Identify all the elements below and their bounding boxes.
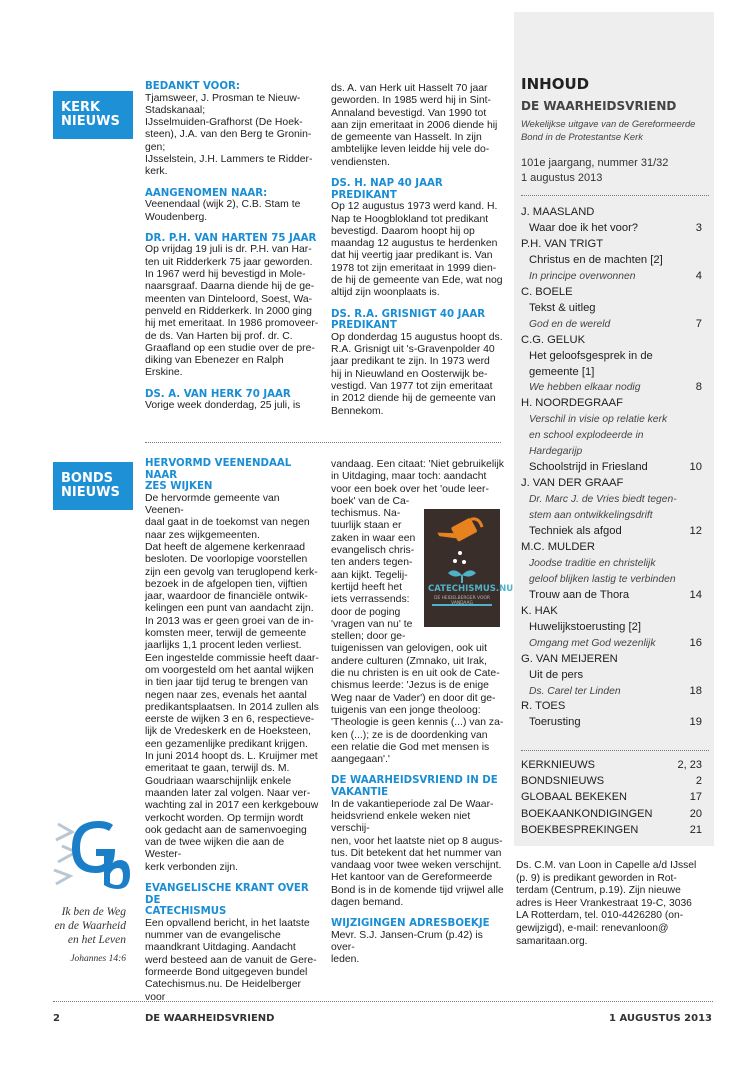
text-line: maandkrant Uitdaging. Aandacht (145, 942, 296, 954)
text-line: eerste de wijken 3 en 6, respectieve- (145, 714, 315, 726)
text-line: ds. A. van Herk uit Hasselt 70 jaar (331, 83, 488, 94)
toc-page-number: 20 (689, 807, 702, 820)
text-line: negen naar zes, evenals het aantal (145, 689, 307, 701)
toc-title: Uit de pers (529, 668, 584, 681)
text-line: de ds. Van Harten bij prof. dr. C. (145, 330, 293, 342)
text-line: vendiensten. (331, 156, 390, 168)
text-line: tuurlijk staan er (331, 520, 402, 532)
toc-title: Waar doe ik het voor? (529, 221, 639, 234)
toc-page-number: 2, 23 (677, 759, 702, 771)
text-line: jaarlijks 1,1 procent leden verliest. (145, 640, 302, 652)
text-line: aangegaan'.' (331, 754, 390, 766)
text-line: In juni 2014 hoopt ds. L. Kruijmer met (145, 751, 318, 763)
text-line: van de twee wijken die aan de Wester- (145, 837, 285, 861)
text-line: Wekelijkse uitgave van de Gereformeerde (521, 118, 696, 129)
text-line: ambtelijke leven leidde hij vele do- (331, 144, 490, 156)
bible-quote (40, 905, 126, 947)
text-line: IJsselmuiden-Grafhorst (De Hoek- (145, 117, 303, 129)
book-subtitle: DE HEIDELBERGER VOOR VANDAAG (434, 596, 490, 606)
text-line: en de Waarheid (54, 920, 126, 932)
text-line: terdam (Centrum, p.19). Zijn nieuwe (516, 885, 681, 897)
bondsnieuws-column-1 (145, 458, 320, 1004)
watering-can-icon (424, 509, 514, 627)
text-line: Tjamsweer, J. Prosman te Nieuw- (145, 92, 301, 104)
paragraph (145, 493, 320, 874)
toc-section-title: GLOBAAL BEKEKEN (521, 791, 627, 804)
text-line: in Uitdaging, maar toch: aandacht (331, 471, 487, 483)
text-line: CATECHISMUS (145, 906, 227, 918)
text-line: die nu christen is en uit ook de Cate- (331, 668, 500, 680)
text-line: kertijd heeft het (331, 581, 403, 593)
toc-section[interactable] (521, 807, 702, 821)
toc-page-number: 21 (689, 823, 702, 836)
text-line: altijd zijn woonplaats is. (331, 287, 440, 299)
bondsnieuws-label: BONDS NIEUWS (53, 462, 133, 510)
text-line: zijn een gevolg van teruglopend kerk- (145, 566, 318, 578)
inhoud-title: INHOUD (521, 75, 590, 93)
toc-entry[interactable] (521, 588, 702, 602)
text-line: 'vragen van nu' te (331, 618, 413, 630)
paragraph (331, 799, 506, 910)
issue-date: 1 augustus 2013 (521, 172, 603, 184)
toc-entry[interactable] (521, 556, 702, 571)
news-note (516, 860, 714, 948)
toc-page-number: 3 (695, 221, 702, 234)
toc-page-number: 16 (689, 636, 702, 649)
heading (331, 775, 506, 798)
text-line: Mevr. S.J. Jansen-Crum (p.42) is over- (331, 929, 483, 954)
text-line: ten uit Ridderkerk 75 jaar geworden. (145, 256, 313, 268)
toc-section-title: BONDSNIEUWS (521, 775, 605, 788)
paragraph (145, 199, 320, 224)
text-line: Dat heeft de algemene kerkenraad (145, 541, 306, 553)
section-divider (145, 442, 501, 443)
toc-title: Toerusting (529, 716, 581, 729)
text-line: hij met emeritaat. In 1986 promoveer- (145, 318, 319, 330)
text-line: naarsgraaf. Daarna diende hij de ge- (145, 281, 315, 293)
toc-section-title: BOEKBESPREKINGEN (521, 823, 639, 836)
heading: AANGENOMEN NAAR: (145, 187, 268, 199)
text-line: In de vakantieperiode zal De Waar- (331, 798, 494, 810)
toc-entry[interactable] (521, 285, 702, 299)
text-line: Op 12 augustus 1973 werd kand. H. (331, 201, 498, 213)
toc-entry[interactable] (521, 620, 702, 634)
text-line: gen; (145, 141, 166, 153)
text-line: In 1967 werd hij bevestigd in Mole- (145, 269, 306, 281)
text-line: PREDIKANT (331, 320, 397, 332)
toc-page-number: 4 (695, 269, 702, 282)
text-line: In 2013 was er geen groei van de in- (145, 615, 314, 627)
toc-entry[interactable] (521, 365, 702, 379)
text-line: in 2012 diende hij de gemeente van (331, 393, 496, 405)
text-line: tus. Dit betekent dat het nummer van (331, 847, 502, 859)
toc-section-title: BOEKAANKONDIGINGEN (521, 807, 653, 820)
text-line: Bennekom. (331, 405, 384, 417)
toc-title: Schoolstrijd in Friesland (529, 461, 648, 474)
magazine-description (521, 118, 711, 143)
toc-entry[interactable] (521, 652, 702, 666)
heading (331, 309, 506, 332)
text-line: chismus leerde: 'Jezus is de enige (331, 680, 489, 692)
toc-section[interactable] (521, 774, 702, 788)
book-cover-image (424, 509, 514, 627)
toc-page-number: 17 (689, 791, 702, 804)
toc-entry[interactable] (521, 205, 702, 219)
text-line: nummer van de evangelische (145, 930, 281, 942)
kerknieuws-label: KERK NIEUWS (53, 91, 133, 139)
toc-author: C. BOELE (521, 285, 573, 298)
toc-entry[interactable] (521, 668, 702, 682)
toc-entry[interactable] (521, 221, 702, 235)
text-line: EVANGELISCHE KRANT OVER DE (145, 882, 309, 906)
toc-author: R. TOES (521, 700, 566, 713)
text-line: techismus. Na- (331, 508, 401, 520)
text-line: werd besteed aan de vanuit de Gere- (145, 954, 317, 966)
text-line: en het Leven (67, 934, 126, 946)
text-line: vestigd. Van 1977 tot zijn emeritaat (331, 381, 493, 393)
text-line: DS. R.A. GRISNIGT 40 JAAR (331, 308, 486, 320)
toc-entry[interactable] (521, 237, 702, 251)
text-line: stellen; door ge- (331, 631, 406, 643)
toc-entry[interactable] (521, 699, 702, 713)
text-line: heidsvriend enkele weken niet verschij- (331, 810, 471, 835)
toc-title: Ds. Carel ter Linden (529, 685, 621, 697)
toc-entry[interactable] (521, 349, 702, 363)
toc-title: Verschil in visie op relatie kerk (529, 414, 668, 426)
toc-section[interactable] (521, 758, 702, 772)
toc-title: Techniek als afgod (529, 525, 622, 537)
toc-title: We hebben elkaar nodig (529, 382, 641, 394)
toc-author: M.C. MULDER (521, 540, 595, 553)
text-line: formeerde Bond uitgegeven bundel (145, 966, 308, 978)
kerknieuws-column-2 (331, 83, 506, 418)
toc-author: P.H. VAN TRIGT (521, 237, 604, 250)
issue-number: 101e jaargang, nummer 31/32 (521, 157, 669, 169)
text-line: jaar, waardoor de financiële ontwik- (145, 591, 308, 603)
text-line: in tien jaar tijd terug te brengen van (145, 677, 308, 689)
toc-page-number: 18 (689, 684, 702, 697)
toc-section-title: KERKNIEUWS (521, 759, 595, 771)
toc-entry[interactable] (521, 684, 702, 699)
text-line: daal gaat in de toekomst van negen (145, 517, 310, 529)
text-line: VAKANTIE (331, 787, 389, 799)
text-line: voor een boek over het 'oude leer- (331, 483, 489, 495)
text-line: maanden later zal volgen. Naar ver- (145, 787, 311, 799)
text-line: ten anders tegen- (331, 557, 413, 569)
toc-title: stem aan ontwikkelingsdrift (529, 510, 653, 522)
text-line: iets verrassends: (331, 594, 410, 606)
text-line: De hervormde gemeente van Veenen- (145, 492, 280, 517)
paragraph (145, 400, 320, 412)
paragraph (331, 83, 506, 169)
toc-author: C.G. GELUK (521, 333, 586, 346)
text-line: Het kantoor van de Gereformeerde (331, 872, 493, 884)
text-line: de hij de gemeente van Ede, wat nog (331, 275, 503, 287)
text-line: boek' van de Ca- (331, 495, 410, 507)
toc-page-number: 2 (695, 775, 702, 788)
toc-page-number: 7 (695, 317, 702, 330)
toc-title: In principe overwonnen (529, 270, 636, 282)
toc-entry[interactable] (521, 636, 702, 651)
gb-logo-icon (52, 818, 132, 892)
text-line: penveld en Ridderkerk. In 2000 ging (145, 305, 312, 317)
paragraph (145, 918, 320, 1004)
heading (145, 883, 320, 918)
text-line: hij in Nieuwland en Oosterwijk be- (331, 368, 488, 380)
text-line: 'Theologie is geen kennis (...) van za- (331, 717, 504, 729)
toc-entry[interactable] (521, 301, 702, 315)
toc-entry[interactable] (521, 253, 702, 267)
text-line: Weg naar de Vader') en door dit ge- (331, 692, 496, 704)
text-line: IJsselstein, J.H. Lammers te Ridder- (145, 154, 313, 166)
toc-entry[interactable] (521, 492, 702, 507)
toc-entry[interactable] (521, 460, 702, 474)
text-line: om voorgesteld om het aantal wijken (145, 664, 314, 676)
paragraph (145, 93, 320, 179)
toc-entry[interactable] (521, 269, 702, 284)
text-line: tuigenis van een jonge theoloog: (331, 704, 481, 716)
toc-entry[interactable] (521, 412, 702, 427)
text-line: jaar predikant te zijn. In 1973 werd (331, 356, 490, 368)
toc-title: gemeente [1] (529, 365, 595, 378)
toc-page-number: 19 (689, 716, 702, 729)
heading: DR. P.H. VAN HARTEN 75 JAAR (145, 232, 317, 244)
text-line: Annaland bevestigd. Van 1990 tot (331, 107, 487, 119)
toc-entry[interactable] (521, 572, 702, 587)
heading: BEDANKT VOOR: (145, 81, 240, 92)
toc-title: Dr. Marc J. de Vries biedt tegen- (529, 494, 677, 506)
text-line: predikantsplaatsen. In 2014 zullen als (145, 701, 319, 713)
text-line: Woudenberg. (145, 211, 208, 223)
heading: DS. A. VAN HERK 70 JAAR (145, 388, 291, 400)
toc-title: Huwelijkstoerusting [2] (529, 620, 641, 633)
text-line: dat hij veertig jaar predikant is. Van (331, 250, 493, 262)
toc-entry[interactable] (521, 333, 702, 347)
page-number: 2 (53, 1013, 60, 1024)
heading (145, 458, 320, 493)
text-line: naar zes wijkgemeenten. (145, 529, 260, 541)
toc-page-number: 10 (689, 461, 702, 474)
text-line: aan zijn emeritaat in 2006 diende hij (331, 119, 498, 131)
paragraph (331, 201, 506, 299)
toc-divider (521, 750, 709, 751)
text-line: nen, voor het laatste niet op 8 augus- (331, 835, 503, 847)
text-line: diking van Ebenezer en Ralph Erskine. (145, 355, 284, 379)
text-line: leden. (331, 954, 360, 966)
text-line: meenten van Dinteloord, Soest, Wa- (145, 293, 313, 305)
text-line: Een ingestelde commissie heeft daar- (145, 652, 319, 664)
toc-divider (521, 195, 709, 196)
text-line: vandaag. Een citaat: 'Niet gebruikelijk (331, 459, 504, 470)
text-line: bevestigd. Daarom hoopt hij op (331, 225, 475, 237)
text-line: Bond in de Protestantse Kerk (521, 130, 643, 142)
toc-page-number: 14 (689, 588, 702, 601)
toc-entry[interactable] (521, 317, 702, 332)
text-line: evangelisch chris- (331, 545, 415, 557)
issue-info (521, 156, 668, 186)
text-line: lijk de Vredeskerk en de Hoeksteen, (145, 726, 311, 738)
text-line: kerk. (145, 166, 168, 178)
toc-author: J. VAN DER GRAAF (521, 477, 624, 490)
text-line: ZES WIJKEN (145, 481, 213, 493)
toc-page-number: 8 (695, 381, 702, 394)
text-line: LA Rotterdam, tel. 010-4426280 (on- (516, 910, 684, 922)
text-line: Catechismus.nu. De Heidelberger voor (145, 979, 301, 1003)
toc-title: geloof blijken lastig te verbinden (529, 573, 676, 585)
text-line: andere culturen (Zmnako, uit Irak, (331, 655, 487, 667)
toc-title: Joodse traditie en christelijk (529, 557, 656, 569)
text-line: adres is Heer Vrankestraat 19-C, 3036 (516, 897, 692, 909)
text-line: Op donderdag 15 augustus hoopt ds. (331, 331, 503, 343)
heading: DS. H. NAP 40 JAAR PREDIKANT (331, 178, 443, 201)
toc-entry[interactable] (521, 715, 702, 729)
text-line: 1978 tot zijn emeritaat in 1999 dien- (331, 262, 497, 274)
text-line: Ds. C.M. van Loon in Capelle a/d IJssel (516, 860, 697, 871)
text-line: gewijzigd), e-mail: renevanloon@ (516, 922, 669, 934)
text-line: Stadskanaal; (145, 104, 206, 116)
toc-section[interactable] (521, 823, 702, 837)
footer-divider (53, 1001, 713, 1002)
text-line: Goudriaan waarschijnlijk enkele (145, 775, 292, 787)
text-line: Op vrijdag 19 juli is dr. P.H. van Har- (145, 244, 312, 256)
text-line: steen), J.A. van den Berg te Gronin- (145, 129, 312, 141)
text-line: DE WAARHEIDSVRIEND IN DE (331, 775, 498, 787)
text-line: HERVORMD VEENENDAAL NAAR (145, 458, 292, 481)
text-line: Een opvallend bericht, in het laatste (145, 917, 310, 929)
text-line: kerk verbonden zijn. (145, 861, 238, 873)
book-title: CATECHISMUS.NU (428, 584, 514, 594)
text-line: een gezamenlijke predikant krijgen. (145, 738, 308, 750)
text-line: geworden. In 1985 werd hij in Sint- (331, 95, 491, 107)
toc-entry[interactable] (521, 508, 702, 523)
text-line: wachting zal in 2017 een kerkgebouw (145, 800, 319, 812)
kerknieuws-column-1 (145, 81, 320, 413)
text-line: ook gedacht aan de samenvoeging (145, 824, 307, 836)
toc-entry[interactable] (521, 428, 702, 443)
text-line: Vorige week donderdag, 25 juli, is (145, 400, 301, 412)
toc-entry[interactable] (521, 380, 702, 395)
heading: WIJZIGINGEN ADRESBOEKJE (331, 918, 490, 930)
text-line: samaritaan.org. (516, 935, 588, 947)
text-line: Veenendaal (wijk 2), C.B. Stam te (145, 199, 301, 211)
text-line: Nap te Hoogblokland tot predikant (331, 213, 489, 225)
toc-title: en school explodeerde in (529, 430, 644, 442)
text-line: vandaag voor twee weken verschijnt. (331, 860, 502, 872)
text-line: (p. 9) is predikant geworden in Rot- (516, 872, 677, 884)
text-line: maandag 12 augustus te herdenken (331, 238, 498, 250)
text-line: de gemeente van Hasselt. In zijn (331, 132, 482, 144)
toc-section[interactable] (521, 790, 702, 804)
paragraph (331, 332, 506, 418)
toc-author: J. MAASLAND (521, 206, 595, 218)
toc-entry[interactable] (521, 604, 702, 618)
footer-date: 1 AUGUSTUS 2013 (609, 1013, 712, 1024)
toc-title: God en de wereld (529, 318, 611, 330)
text-line: R.A. Grisnigt uit 's-Gravenpolder 40 (331, 344, 495, 356)
paragraph (331, 930, 506, 967)
toc-title: Trouw aan de Thora (529, 588, 630, 601)
toc-author: G. VAN MEIJEREN (521, 652, 618, 665)
toc-entry[interactable] (521, 476, 702, 490)
text-line: tuigenissen van gelovigen, ook uit (331, 643, 487, 655)
toc-entry[interactable] (521, 444, 702, 459)
magazine-name: DE WAARHEIDSVRIEND (521, 99, 677, 113)
toc-title: Tekst & uitleg (529, 301, 596, 314)
text-line: verkocht worden. Op termijn wordt (145, 812, 304, 824)
toc-page-number: 12 (689, 525, 702, 537)
text-line: zaken in waar een (331, 532, 416, 544)
text-line: door de poging (331, 606, 401, 618)
toc-title: Hardegarijp (529, 446, 583, 458)
text-line: aan kijkt. Tegelij- (331, 569, 408, 581)
text-line: Bond is in de komende tijd vrijwel alle (331, 884, 504, 896)
text-line: dagen bemand. (331, 896, 404, 908)
text-line: een relatie die God met mensen is (331, 741, 490, 753)
toc-entry[interactable] (521, 396, 702, 410)
text-line: besloten. De voorlopige voorstellen (145, 554, 308, 566)
bible-reference: Johannes 14:6 (70, 954, 126, 964)
paragraph (145, 244, 320, 379)
text-line: ken (...); ze is de doordenking van (331, 729, 488, 741)
text-line: Graafland op een studie over de pre- (145, 342, 315, 354)
gb-logo (52, 818, 132, 892)
text-line: bezoek in de afgelopen tien, vijftien (145, 578, 308, 590)
toc-entry[interactable] (521, 540, 702, 554)
text-line: emeritaat te gaan, terwijl ds. M. (145, 763, 290, 775)
text-line: Ik ben de Weg (61, 906, 126, 918)
toc-title: Christus en de machten [2] (529, 253, 663, 266)
text-line: komsten meer, terwijl de gemeente (145, 628, 307, 640)
toc-entry[interactable] (521, 524, 702, 538)
toc-author: K. HAK (521, 604, 558, 617)
toc-author: H. NOORDEGRAAF (521, 397, 623, 410)
footer-magazine: DE WAARHEIDSVRIEND (145, 1013, 275, 1024)
text-line: kelingen een punt van aandacht zijn. (145, 603, 314, 615)
quote-lines (40, 905, 126, 947)
toc-title: Het geloofsgesprek in de (529, 349, 653, 362)
toc-title: Omgang met God wezenlijk (529, 637, 656, 649)
